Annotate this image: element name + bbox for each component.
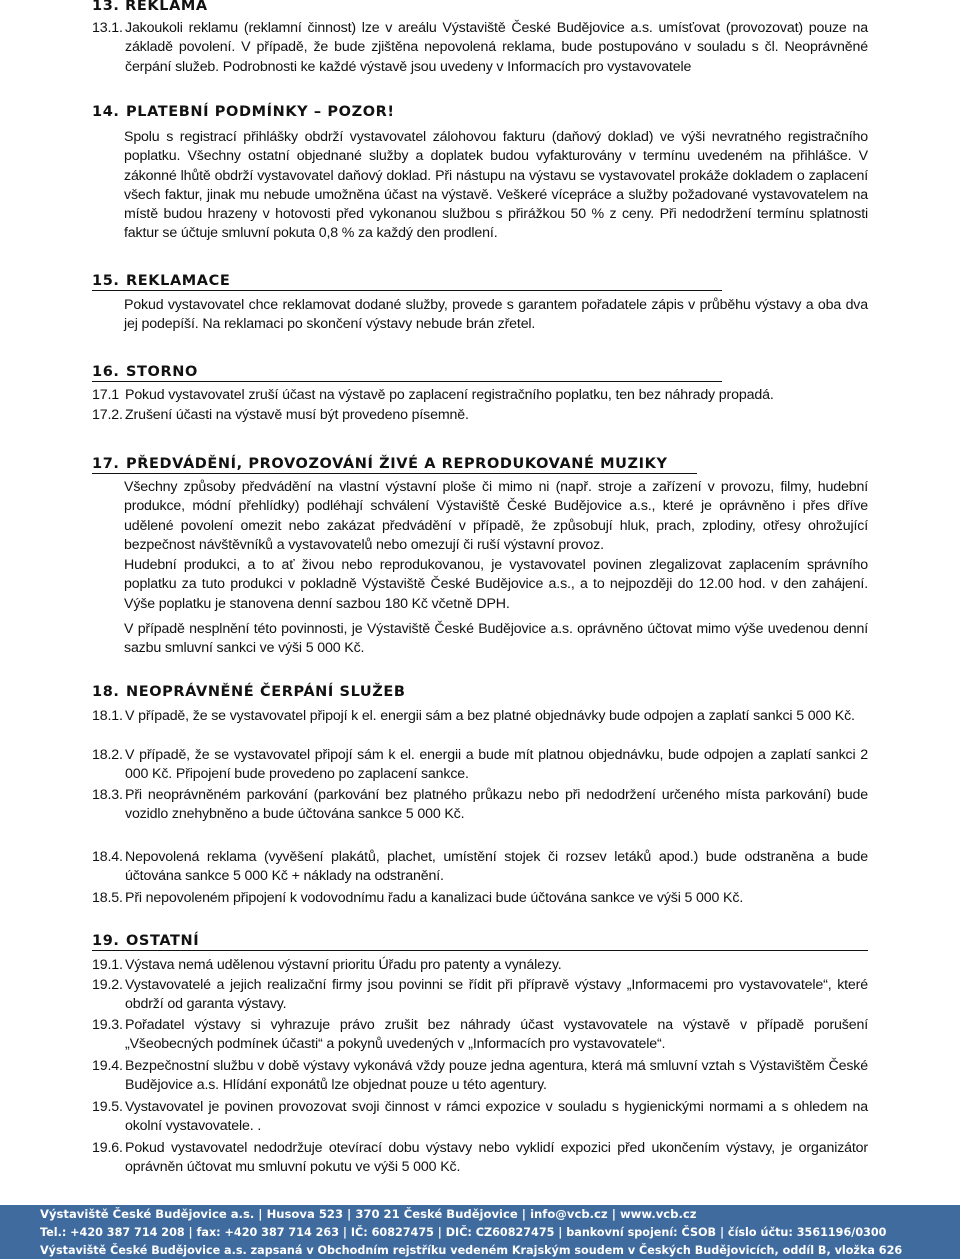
section-19-rule xyxy=(92,950,868,951)
item-19-3 xyxy=(92,1016,868,1055)
item-19-4 xyxy=(92,1057,868,1096)
item-18-3 xyxy=(92,786,868,825)
item-number: 18.2. xyxy=(92,747,123,763)
section-number: 15. xyxy=(92,273,120,289)
item-number: 17.2. xyxy=(92,407,123,423)
footer-line-contact: Tel.: +420 387 714 208 | fax: +420 387 714 263 | IČ: 60827475 | DIČ: CZ60827475 | bankovní spojení: ČSOB | číslo účtu: 3561196/0300 xyxy=(40,1226,887,1239)
section-17-heading xyxy=(92,455,697,474)
item-number: 19.1. xyxy=(92,957,123,973)
item-number: 19.2. xyxy=(92,977,123,993)
footer-line-registry: Výstaviště České Budějovice a.s. zapsaná v Obchodním rejstříku vedeném Krajským soudem v Českých Budějovicích, oddíl B, vložka 626 xyxy=(40,1244,903,1257)
section-18-heading xyxy=(92,683,422,701)
item-19-2 xyxy=(92,976,868,1015)
section-number: 18. xyxy=(92,684,120,700)
section-15-text: Pokud vystavovatel chce reklamovat dodané služby, provede s garantem pořadatele zápis v průběhu výstavy a oba dva jej podepíší. Na reklamaci po skončení výstavy nebude brán zřetel. xyxy=(124,297,868,333)
item-text: Bezpečnostní službu v době výstavy vykonává vždy pouze jedna agentura, která má smluvní vztah s Výstavištěm České Budějovice a.s. Hlídání exponátů lze objednat pouze u této agentury. xyxy=(125,1058,868,1094)
item-13-1 xyxy=(92,19,868,77)
item-text: V případě, že se vystavovatel připojí k el. energii sám a bez platné objednávky bude odpojen a zaplatí sankci 5 000 Kč. xyxy=(125,708,855,724)
section-number: 19. xyxy=(92,933,120,949)
item-number: 19.5. xyxy=(92,1099,123,1115)
item-number: 18.3. xyxy=(92,787,123,803)
section-number: 14. xyxy=(92,104,120,120)
section-number: 17. xyxy=(92,456,120,472)
item-17-1 xyxy=(92,386,868,405)
item-text: V případě, že se vystavovatel připojí sám k el. energii a bude mít platnou objednávku, bude odpojen a zaplatí sankci 2 000 Kč. Připojení bude provedeno po zaplacení sankce. xyxy=(125,747,868,783)
item-text: Pořadatel výstavy si vyhrazuje právo zrušit bez náhrady účast vystavovatele na výstavě v případě porušení „Všeobecných podmínek účasti“ a pokynů uvedených v „Informacích pro vystavovatele“. xyxy=(125,1017,868,1053)
section-14-text: Spolu s registrací přihlášky obdrží vystavovatel zálohovou fakturu (daňový doklad) ve výši nevratného registračního poplatku. Všechny ostatní objednané služby a doplatek budou vyfakturovány v termínu uvedeném na přihlášce. V zákonné lhůtě obdrží vystavovatel daňový doklad. Při nástupu na výstavu se vystavovatel prokáže dokladem o zaplacení všech faktur, jinak mu nebude umožněna účast na výstavě. Veškeré vícepráce a služby požadované vystavovatelem na místě budou hrazeny v hotovosti před vykonanou službou s přirážkou 50 % z ceny. Při nedodržení termínu splatnosti faktur se účtuje smluvní pokuta 0,8 % za každý den prodlení. xyxy=(124,129,868,242)
section-13-heading: 13. REKLAMA xyxy=(92,0,208,14)
item-18-2 xyxy=(92,746,868,785)
section-17-paragraph-3: V případě nesplnění této povinnosti, je Výstaviště České Budějovice a.s. oprávněno účtovat mimo výše uvedenou denní sazbu smluvní sankci ve výši 5 000 Kč. xyxy=(124,621,868,657)
item-text: Vystavovatel je povinen provozovat svoji činnost v rámci expozice v souladu s hygienickými normami a s ohledem na okolní vystavovatele. . xyxy=(125,1099,868,1135)
item-text: Nepovolená reklama (vyvěšení plakátů, plachet, umístění stojek či rozsev letáků apod.) bude odstraněna a bude účtována sankce 5 000 Kč + náklady na odstranění. xyxy=(125,849,868,885)
section-number: 16. xyxy=(92,364,120,380)
item-number: 17.1 xyxy=(92,387,120,403)
item-number: 18.4. xyxy=(92,849,123,865)
item-text: Výstava nemá udělenou výstavní prioritu Úřadu pro patenty a vynálezy. xyxy=(125,957,562,973)
item-18-1 xyxy=(92,707,868,726)
item-19-6 xyxy=(92,1139,868,1178)
section-title: NEOPRÁVNĚNÉ ČERPÁNÍ SLUŽEB xyxy=(126,684,406,700)
item-number: 19.6. xyxy=(92,1140,123,1156)
section-title: PLATEBNÍ PODMÍNKY – POZOR! xyxy=(126,104,395,120)
item-17-2 xyxy=(92,406,868,425)
section-15-heading xyxy=(92,272,722,291)
section-17-paragraph-2: Hudební produkci, a to ať živou nebo reprodukovanou, je vystavovatel povinen zlegalizovat zaplacením správního poplatku za tuto produkci v pokladně Výstaviště České Budějovice a.s., a to nejpozději do 12.00 hod. v den zahájení. Výše poplatku je stanovena denní sazbou 180 Kč včetně DPH. xyxy=(124,557,868,612)
item-text: Pokud vystavovatel zruší účast na výstavě po zaplacení registračního poplatku, ten bez náhrady propadá. xyxy=(125,387,774,403)
item-number: 18.5. xyxy=(92,890,123,906)
item-text: Při neoprávněném parkování (parkování bez platného průkazu nebo při nedodržení určeného místa parkování) bude vozidlo znehybněno a bude účtována sankce 5 000 Kč. xyxy=(125,787,868,823)
item-18-4 xyxy=(92,848,868,887)
item-text: Vystavovatelé a jejich realizační firmy jsou povinni se řídit při přípravě výstavy „Informacemi pro vystavovatele“, které obdrží od garanta výstavy. xyxy=(125,977,868,1013)
section-title: PŘEDVÁDĚNÍ, PROVOZOVÁNÍ ŽIVÉ A REPRODUKOVANÉ MUZIKY xyxy=(126,456,668,472)
section-title: OSTATNÍ xyxy=(126,933,200,949)
item-19-1 xyxy=(92,956,868,975)
section-19-heading xyxy=(92,932,207,950)
section-title: REKLAMACE xyxy=(126,273,231,289)
page-footer xyxy=(0,1205,960,1259)
item-number: 19.3. xyxy=(92,1017,123,1033)
item-19-5 xyxy=(92,1098,868,1137)
section-title: STORNO xyxy=(126,364,198,380)
item-text: Zrušení účasti na výstavě musí být provedeno písemně. xyxy=(125,407,469,423)
section-14-heading xyxy=(92,103,722,121)
item-text: Pokud vystavovatel nedodržuje otevírací dobu výstavy nebo vyklidí expozici před ukončením výstavy, je organizátor oprávněn účtovat mu smluvní pokutu ve výši 5 000 Kč. xyxy=(125,1140,868,1176)
item-18-5 xyxy=(92,889,868,908)
item-number: 18.1. xyxy=(92,708,123,724)
item-number: 19.4. xyxy=(92,1058,123,1074)
section-16-heading xyxy=(92,363,722,382)
item-text: Jakoukoli reklamu (reklamní činnost) lze v areálu Výstaviště České Budějovice a.s. umísťovat (provozovat) pouze na základě povolení. V případě, že bude zjištěna nepovolená reklama, bude postupováno v souladu s čl. Neoprávněné čerpání služeb. Podrobnosti ke každé výstavě jsou uvedeny v Informacích pro vystavovatele xyxy=(125,20,868,75)
section-17-paragraph-1: Všechny způsoby předvádění na vlastní výstavní ploše či mimo ni (např. stroje a zařízení v provozu, filmy, hudební produkce, módní přehlídky) podléhají schválení Výstaviště České Budějovice a.s., které je oprávněno i přes dříve udělené povolení omezit nebo zakázat předvádění v případě, že způsobují hluk, prach, zplodiny, otřesy ohrožující bezpečnost návštěvníků a vystavovatelů nebo omezují či ruší výstavní provoz. xyxy=(124,479,868,553)
item-text: Při nepovoleném připojení k vodovodnímu řadu a kanalizaci bude účtována sankce ve výši 5 000 Kč. xyxy=(125,890,744,906)
item-number: 13.1. xyxy=(92,20,123,36)
footer-line-address: Výstaviště České Budějovice a.s. | Husova 523 | 370 21 České Budějovice | info@vcb.cz | www.vcb.cz xyxy=(40,1207,697,1221)
